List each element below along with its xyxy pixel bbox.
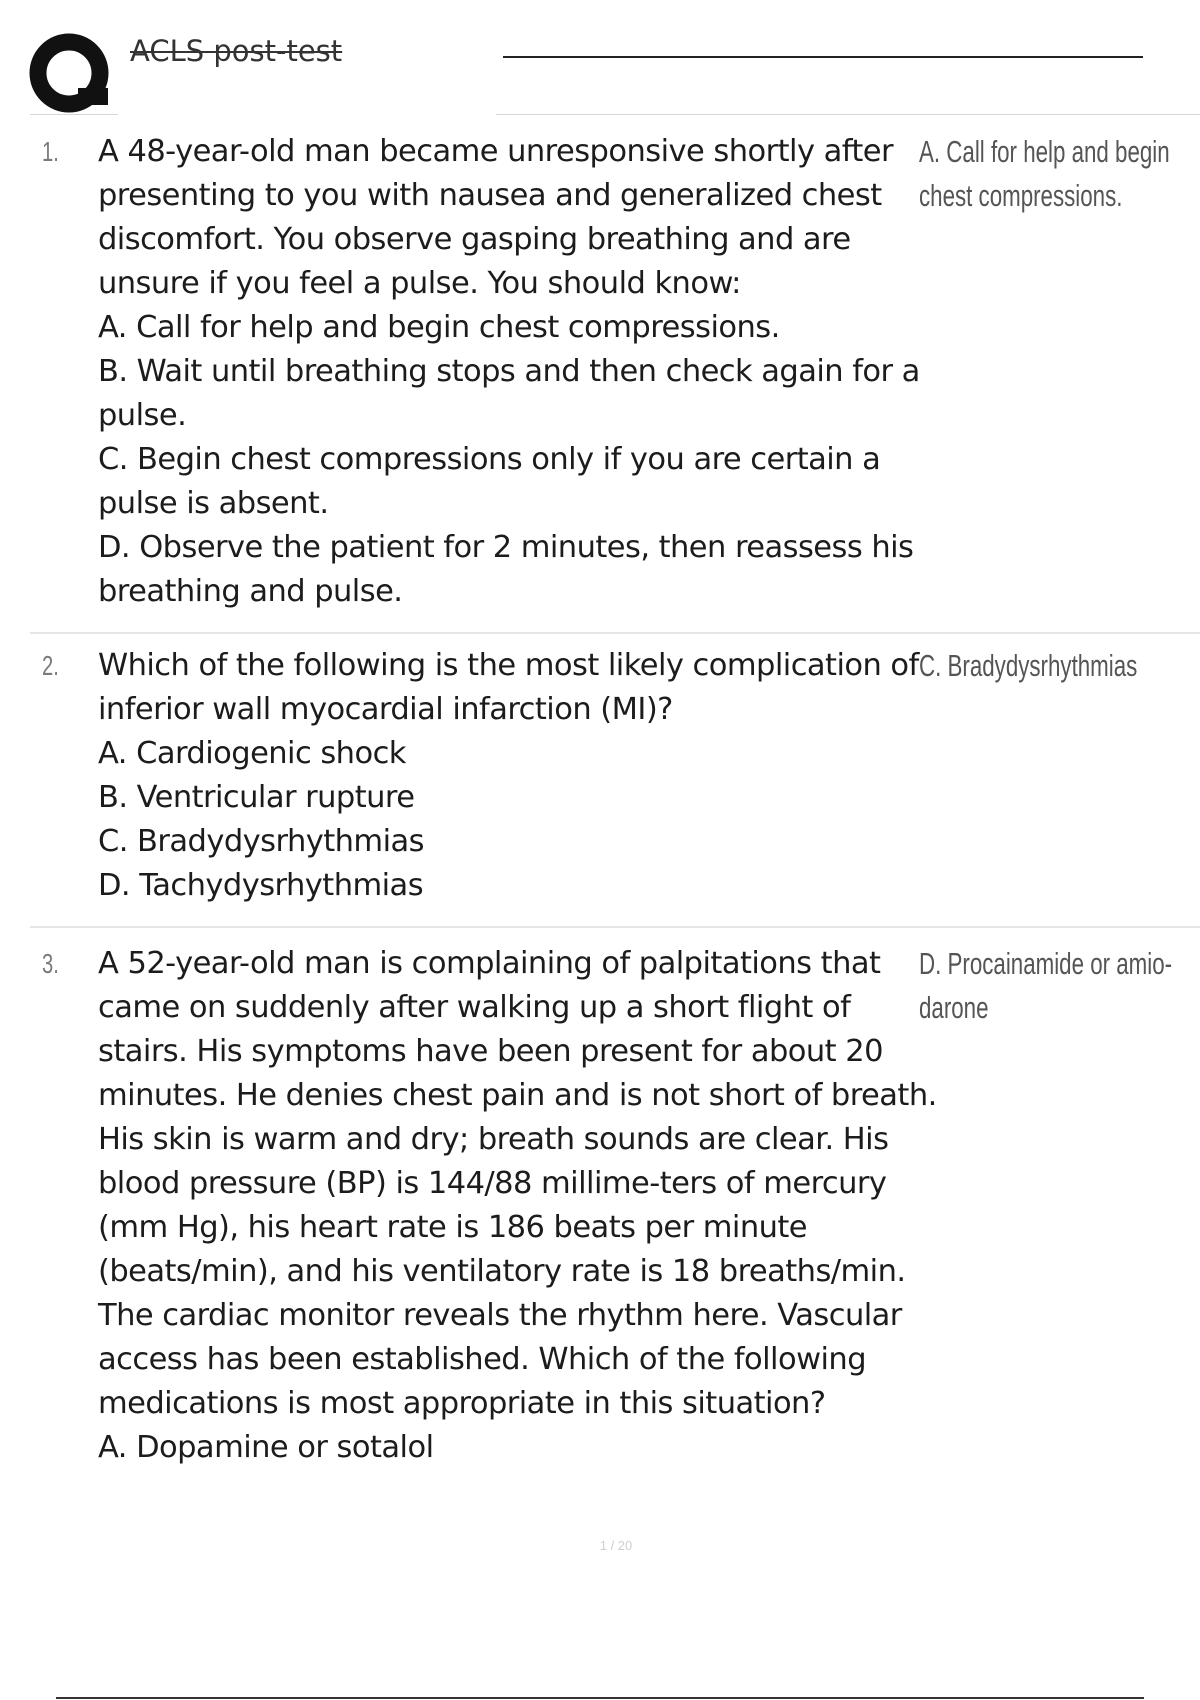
question-stem: A 48-year-old man became unresponsive shortly after presenting to you with nausea and generalized chest discomfort. You observe gasping breathing and are unsure if you feel a pulse. You should know: <box>98 134 893 301</box>
option-a: A. Dopamine or sotalol <box>98 1430 434 1465</box>
option-a: A. Cardiogenic shock <box>98 736 406 771</box>
option-b: B. Ventricular rupture <box>98 780 415 815</box>
question-body <box>98 644 948 908</box>
question-number: 2. <box>42 650 59 681</box>
question-number: 1. <box>42 136 59 167</box>
page-header <box>0 0 1200 120</box>
footer-divider <box>56 1697 1144 1699</box>
question-stem: A 52-year-old man is complaining of palpitations that came on suddenly after walking up a short flight of stairs. His symptoms have been present for about 20 minutes. He denies chest pain and is not short of breath. His skin is warm and dry; breath sounds are clear. His blood pressure (BP) is 144/88 millime-ters of mercury (mm Hg), his heart rate is 186 beats per minute (beats/min), and his ventilatory rate is 18 breaths/min. The cardiac monitor reveals the rhythm here. Vascular access has been established. Which of the following medications is most appropriate in this situation? <box>98 946 937 1421</box>
question-card-2 <box>30 632 1200 928</box>
question-stem: Which of the following is the most likely complication of inferior wall myocardial infarction (MI)? <box>98 648 919 727</box>
header-divider <box>30 114 118 115</box>
answer-key: C. Bradydysrhythmias <box>919 648 1138 683</box>
title-underline <box>503 56 1143 58</box>
question-card-1 <box>30 120 1200 632</box>
option-d: D. Observe the patient for 2 minutes, then reassess his breathing and pulse. <box>98 530 914 609</box>
question-card-3 <box>30 926 1200 1528</box>
answer-key: A. Call for help and begin chest compressions. <box>919 134 1170 213</box>
question-number: 3. <box>42 948 59 979</box>
option-d: D. Tachydysrhythmias <box>98 868 424 903</box>
option-c: C. Begin chest compressions only if you are certain a pulse is absent. <box>98 442 881 521</box>
q-logo-icon <box>28 30 114 116</box>
option-b: B. Wait until breathing stops and then check again for a pulse. <box>98 354 920 433</box>
answer-key: D. Procainamide or amio-darone <box>919 946 1173 1025</box>
option-c: C. Bradydysrhythmias <box>98 824 424 859</box>
question-body <box>98 942 948 1470</box>
page-number: 1 / 20 <box>599 1538 633 1553</box>
header-divider <box>496 114 1200 115</box>
question-body <box>98 130 948 614</box>
document-title: ACLS post-test <box>130 34 343 68</box>
option-a: A. Call for help and begin chest compressions. <box>98 310 780 345</box>
